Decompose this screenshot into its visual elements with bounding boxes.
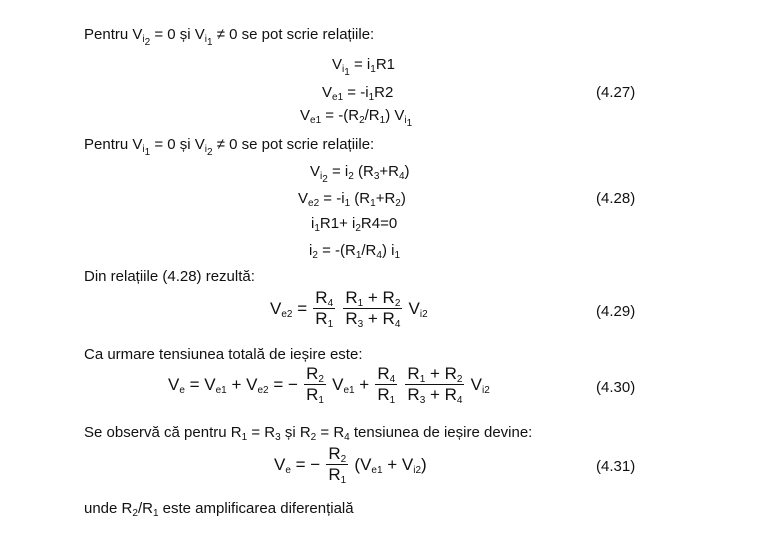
equation-number-430: (4.30) [596,379,636,396]
eq9-den-r3r4: $R_3 + R_4$ [407,385,463,406]
intro-line-5 [84,424,532,442]
equation-number-428: (4.28) [596,190,636,207]
eq9-lhs: $V_e = V_{e1} + V_{e2}$ = − [168,374,298,396]
intro-line-3 [84,268,255,286]
equation-number-429: (4.29) [596,303,636,320]
eq9-den-r1b: $R_1$ [377,385,396,406]
equation-vi1: $V_{i_1} = i_1R1$ [332,56,395,78]
equation-number-431: (4.31) [596,458,636,475]
intro-line-2-text: Pentru $V_{i_1} = 0$ și $V_{i_2} \ne 0$ se pot scrie relațiile: [84,136,375,158]
eq8-frac-sum [343,288,402,329]
eq8-den-r1: $R_1$ [315,309,334,330]
eq10-paren: $(V_{e1} + V_{i2})$ [354,454,427,476]
eq8-num-r4: $R_4$ [315,288,334,309]
eq9-num-r2: $R_2$ [306,364,324,385]
eq10-den-r1: $R_1$ [328,465,347,486]
eq10-lhs: $V_e$ = − [274,454,321,476]
eq10-num-r2: $R_2$ [328,444,347,465]
intro-line-4 [84,346,363,364]
equation-ve2: $V_{e2} = -i_1$ $(R_1+R_2)$ [298,190,406,209]
intro-line-1 [84,26,375,48]
equation-ve-simplified [274,444,427,485]
eq8-lhs: $V_{e2}$ = [270,298,308,320]
eq8-frac-r4-r1 [313,288,335,329]
eq9-den-r1: $R_1$ [306,385,324,406]
equation-ve1: $V_{e1} = -i_1R2$ [322,84,394,103]
eq9-frac-sum [405,364,464,405]
intro-line-5-text: Se observă că pentru $R_1 = R_3$ și $R_2 = R_4$ tensiunea de ieșire devine: [84,424,533,443]
conclusion-line [84,500,354,518]
eq9-frac-r2-r1 [304,364,326,405]
equation-number-427: (4.27) [596,84,636,101]
intro-line-3-text: Din relațiile (4.28) rezultă: [84,268,255,285]
eq9-vi2: $V_{i2}$ [470,374,490,396]
eq9-frac-r4-r1 [375,364,397,405]
equation-current-sum: $i_1R1+ i_2R4=0$ [311,215,398,234]
equation-i2: $i_2 = -(R_1/R_4)$ $i_1$ [309,242,401,261]
eq9-num-r1r2: $R_1 + R_2$ [407,364,463,385]
intro-line-1-text: Pentru $V_{i_2} = 0$ și $V_{i_1} \ne 0$ se pot scrie relațiile: [84,26,375,48]
eq9-ve1: $V_{e1}$ + [332,374,370,396]
conclusion-text: unde $R_2/R_1$ este amplificarea diferențială [84,500,354,519]
equation-ve2-result [270,288,428,329]
equation-vi2: $V_{i_2} = i_2$ $(R_3+R_4)$ [310,163,410,185]
eq8-vi2: $V_{i2}$ [408,298,428,320]
eq10-frac-r2-r1 [326,444,348,485]
equation-ve1-ratio: $V_{e1} = -(R_2/R_1)$ $V_{i_1}$ [300,107,413,129]
eq9-num-r4: $R_4$ [377,364,396,385]
eq8-den-r3r4: $R_3 + R_4$ [345,309,401,330]
equation-ve-total [168,364,490,405]
eq8-num-r1r2: $R_1 + R_2$ [345,288,401,309]
intro-line-2 [84,136,375,158]
intro-line-4-text: Ca urmare tensiunea totală de ieșire este: [84,346,363,363]
